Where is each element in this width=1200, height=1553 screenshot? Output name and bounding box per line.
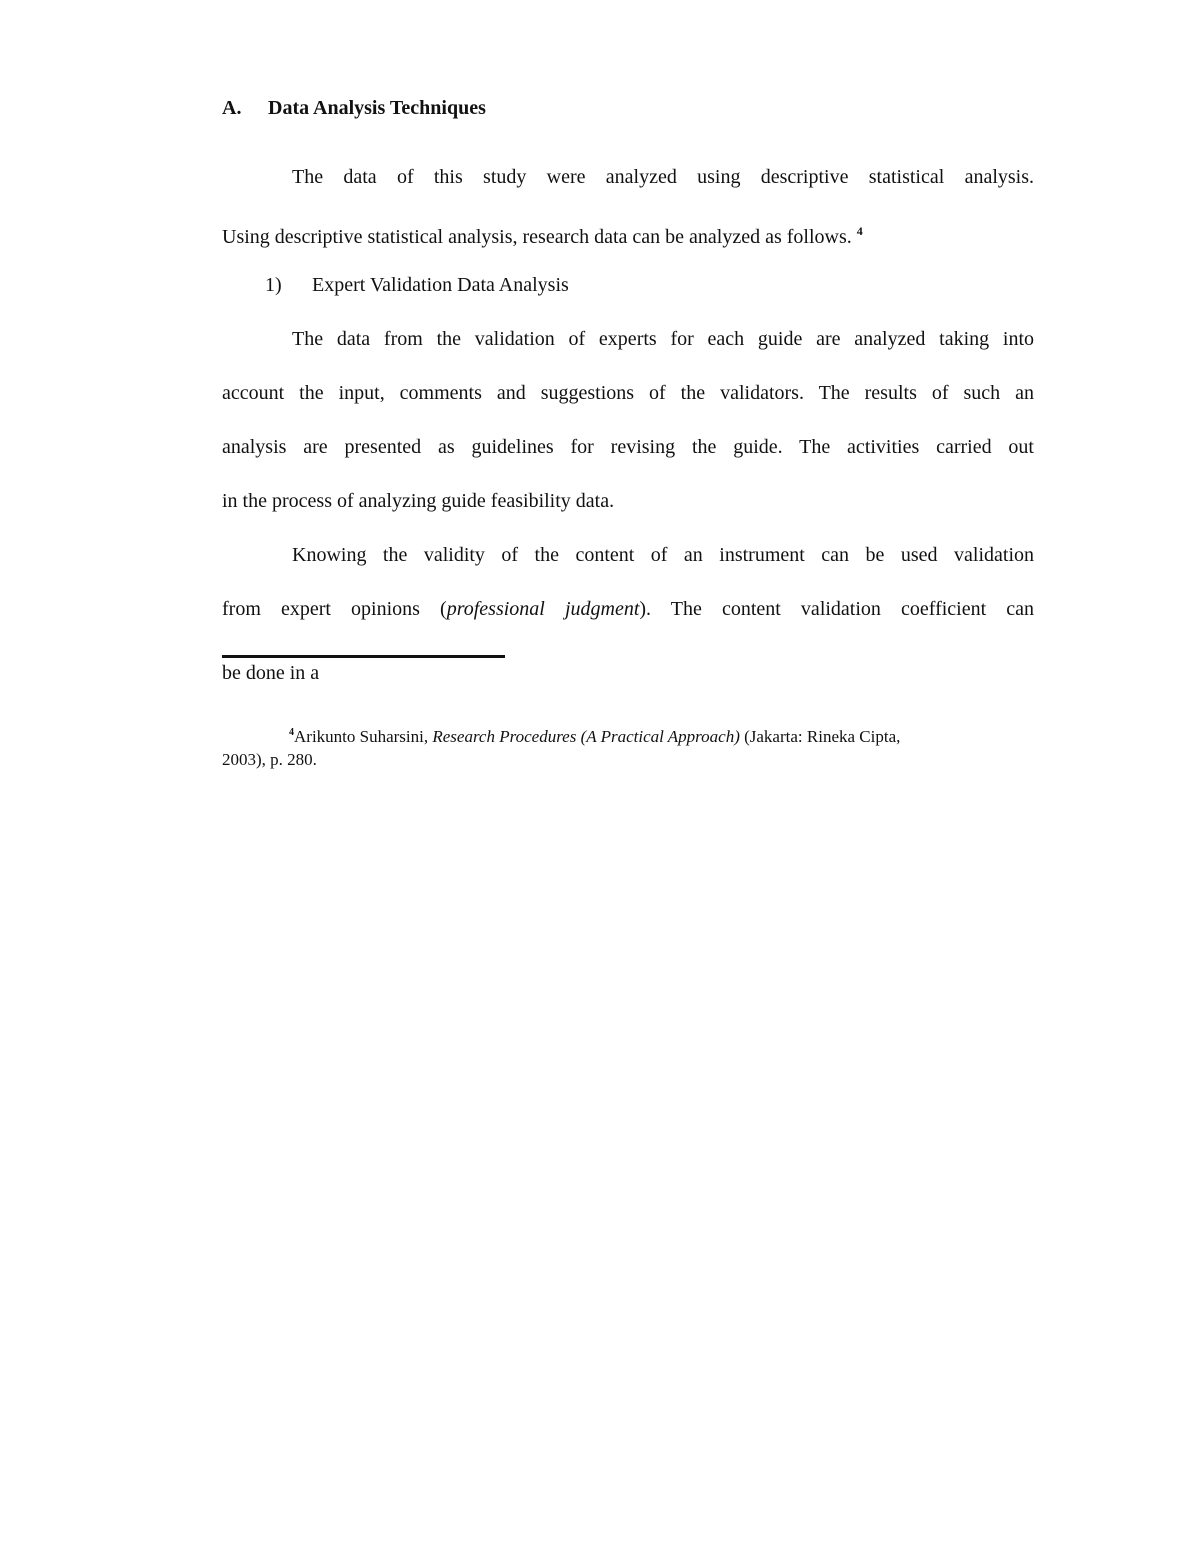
list-item-label: Expert Validation Data Analysis [312, 274, 569, 296]
footnote-author: Arikunto Suharsini, [294, 727, 433, 746]
paragraph1-line1: The data of this study were analyzed using descriptive statistical analysis. [292, 166, 1034, 188]
paragraph3-line2 [222, 597, 1034, 621]
footnote-marker: 4 [289, 727, 294, 738]
paragraph1-line2-text: Using descriptive statistical analysis, research data can be analyzed as follows. [222, 226, 852, 248]
paragraph3-line2-end: ). The content validation coefficient can [639, 598, 1034, 620]
paragraph3-line3: be done in a [222, 662, 320, 684]
paragraph2-line3: analysis are presented as guidelines for revising the guide. The activities carried out [222, 436, 1034, 458]
list-item [265, 273, 569, 297]
footnote-title: Research Procedures (A Practical Approach) [432, 727, 745, 746]
section-title: Data Analysis Techniques [268, 97, 486, 119]
section-letter: A. [222, 97, 242, 119]
paragraph3-line2-italic: professional judgment [446, 598, 640, 620]
list-item-number: 1) [265, 274, 282, 296]
footnote-separator [222, 655, 505, 658]
footnote-publisher: (Jakarta: Rineka Cipta, [744, 727, 901, 746]
footnote-line2: 2003), p. 280. [222, 750, 317, 769]
paragraph2-line2: account the input, comments and suggestions of the validators. The results of such an [222, 382, 1034, 404]
paragraph2-line1: The data from the validation of experts for each guide are analyzed taking into [292, 328, 1034, 350]
paragraph3-line1: Knowing the validity of the content of an instrument can be used validation [292, 544, 1034, 566]
footnote-reference[interactable]: 4 [856, 224, 863, 238]
paragraph2-line4: in the process of analyzing guide feasibility data. [222, 490, 615, 512]
section-heading [222, 97, 486, 120]
paragraph3-line2-start: from expert opinions ( [222, 598, 447, 620]
paragraph1-line2 [222, 219, 1034, 249]
footnote-line1 [222, 722, 1034, 748]
